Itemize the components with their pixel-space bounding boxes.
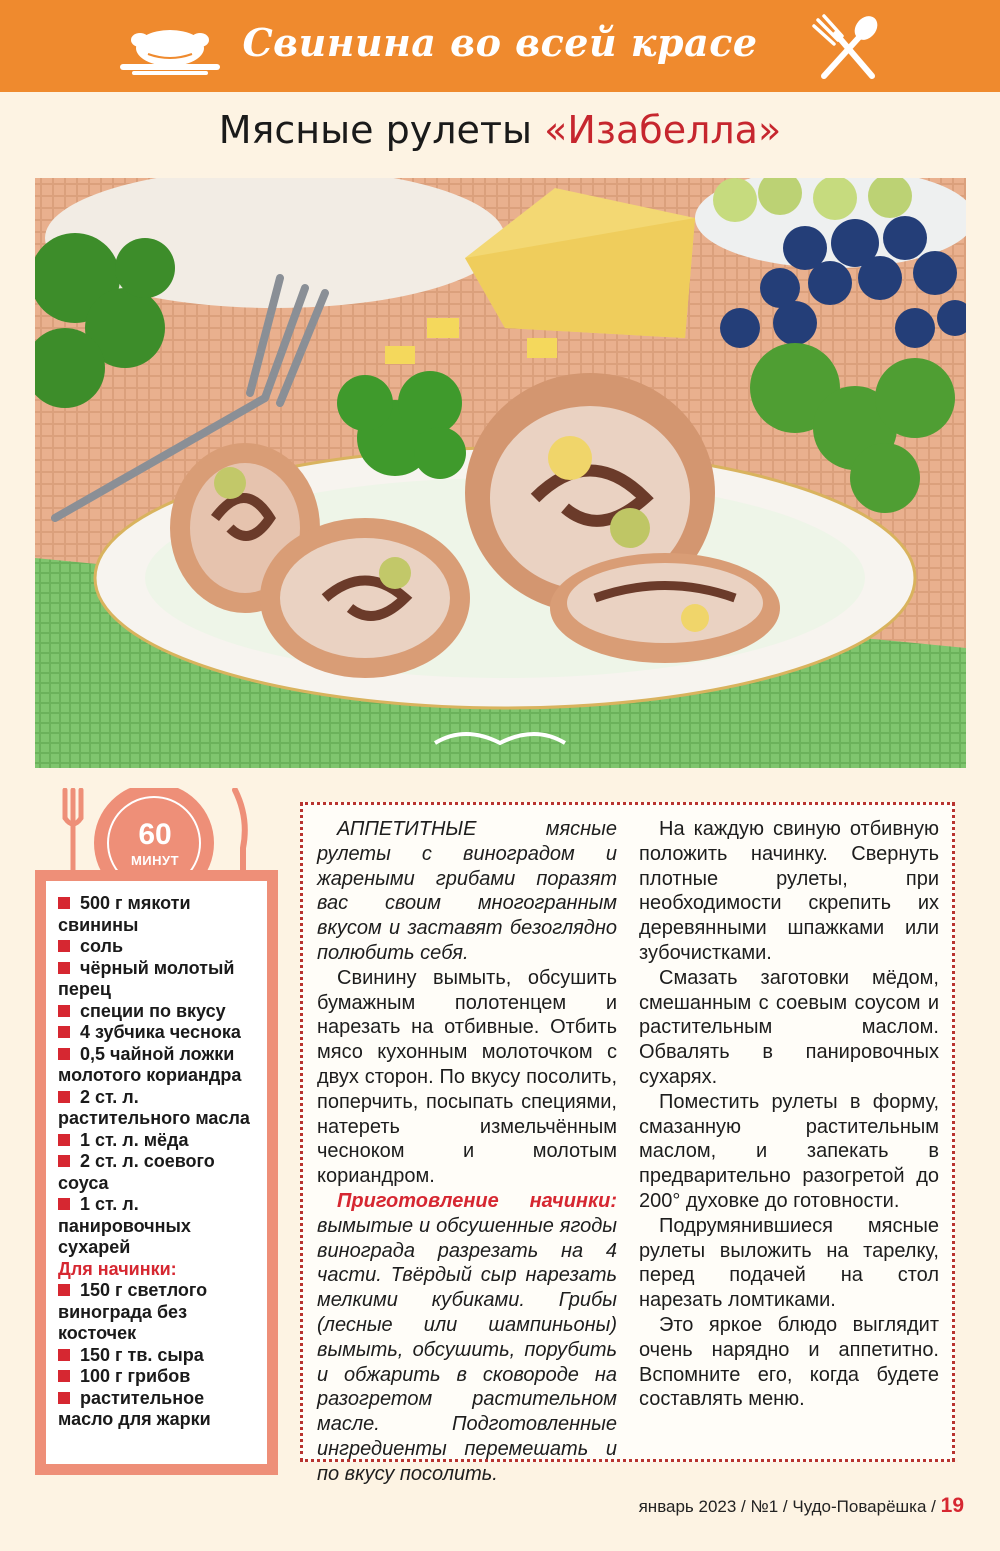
bullet-icon [58,940,70,952]
bullet-icon [58,1198,70,1210]
recipe-title-accent: «Изабелла» [544,108,782,152]
ingredient-item: 1 ст. л. панировочных сухарей [58,1194,191,1257]
ingredient-item: 500 г мякоти свинины [58,893,191,935]
page-footer [639,1494,964,1518]
filling-paragraph [317,1189,617,1487]
filling-item: 100 г грибов [58,1366,257,1388]
ingredients-panel [35,870,278,1475]
recipe-step: Это яркое блюдо выглядит очень нарядно и аппетитно. Вспомните его, когда будете составлять меню. [639,1313,939,1411]
ingredient-item: 0,5 чайной ложки молотого кориандра [58,1043,242,1085]
filling-prep-text: вымытые и обсушенные ягоды винограда разрезать на 4 части. Твёрдый сыр нарезать мелкими кубиками. Грибы (лесные или шампиньоны) вымыть, обсушить, порубить и обжарить в сковороде на разогретом растительном масле. Подготовленные ингредиенты перемешать и по вкусу посолить. [317,1214,617,1485]
recipe-title-main: Мясные рулеты [218,108,533,152]
bullet-icon [58,1370,70,1382]
ingredient-item: 1 ст. л. мёда [58,1130,257,1152]
recipe-title [0,108,1000,152]
recipe-column-left [317,817,617,1487]
filling-heading: Для начинки: [58,1258,177,1279]
bullet-icon [58,1091,70,1103]
bullet-icon [58,897,70,909]
recipe-step: Свинину вымыть, обсушить бумажным полотенцем и нарезать на отбивные. Отбить мясо кухонным молоточком с двух сторон. По вкусу посолить, поперчить, посыпать специями, натереть измельчённым чесноком и молотым кориандром. [317,966,617,1188]
section-header [0,0,1000,92]
ingredient-item: чёрный молотый перец [58,957,235,999]
bullet-icon [58,1134,70,1146]
recipe-text-box [300,802,955,1485]
time-unit: МИНУТ [130,853,180,868]
section-title: Свинина во всей красе [242,20,758,65]
filling-item: 150 г тв. сыра [58,1345,257,1367]
recipe-step: Подрумянившиеся мясные рулеты выложить на тарелку, перед подачей на стол нарезать ломтиками. [639,1214,939,1312]
time-value: 60 [138,818,172,851]
bullet-icon [58,1284,70,1296]
recipe-intro: АППЕТИТНЫЕ мясные рулеты с виноградом и жареными грибами поразят вас своим многогранным вкусом и заставят безоглядно полюбить себя. [317,818,617,964]
bullet-icon [58,1392,70,1404]
recipe-step: Смазать заготовки мёдом, смешанным с соевым соусом и растительным маслом. Обвалять в панировочных сухарях. [639,966,939,1088]
bullet-icon [58,1349,70,1361]
filling-item: растительное масло для жарки [58,1387,211,1429]
ingredient-item: соль [58,936,257,958]
recipe-column-right [639,817,939,1412]
page-number: 19 [940,1494,964,1517]
bullet-icon [58,1005,70,1017]
bullet-icon [58,962,70,974]
ingredient-item: 4 зубчика чеснока [58,1022,257,1044]
ingredient-item: 2 ст. л. растительного масла [58,1086,250,1128]
ingredient-item: специи по вкусу [58,1001,257,1023]
recipe-step: Поместить рулеты в форму, смазанную растительным маслом, и запекать в предварительно разогретой до 200° духовке до готовности. [639,1090,939,1212]
ingredients-list [58,893,257,1431]
bullet-icon [58,1048,70,1060]
issue-info: январь 2023 / №1 / Чудо-Поварёшка / [638,1497,936,1516]
bullet-icon [58,1155,70,1167]
ingredients-inner [46,881,267,1464]
meat-rolls-on-plate-photo [35,178,966,768]
bullet-icon [58,1026,70,1038]
filling-item: 150 г светлого винограда без косточек [58,1280,208,1343]
filling-prep-heading: Приготовление начинки: [337,1189,617,1212]
ingredient-item: 2 ст. л. соевого соуса [58,1151,215,1193]
fork-spoon-icon [812,14,884,84]
recipe-step: На каждую свиную отбивную положить начинку. Свернуть плотные рулеты, при необходимости скрепить их деревянными шпажками или зубочистками. [639,818,939,964]
